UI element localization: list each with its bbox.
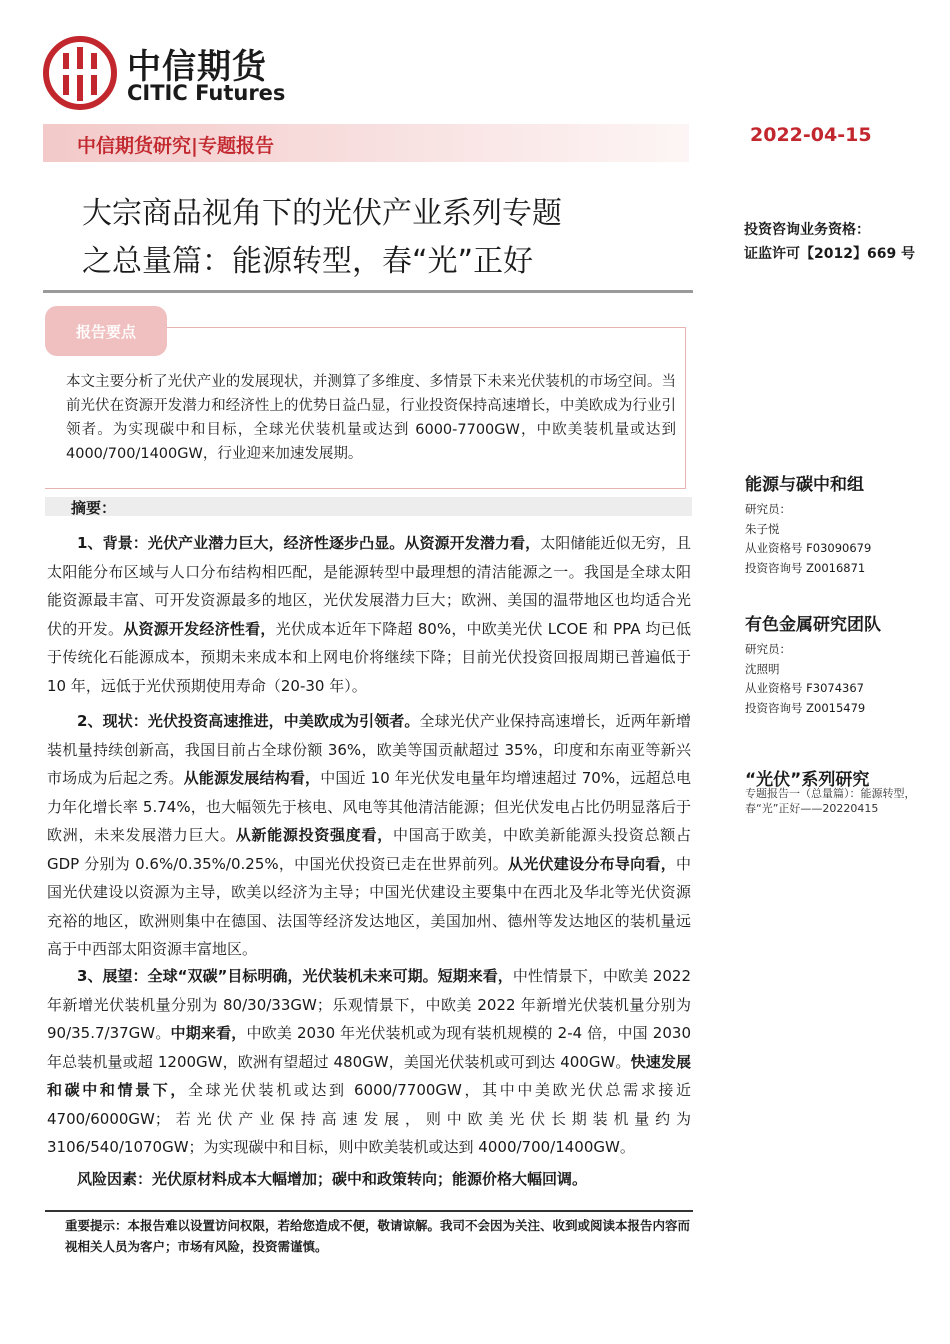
team-energy-role: 研究员： bbox=[745, 502, 791, 516]
report-type-label: 中信期货研究|专题报告 bbox=[77, 135, 274, 157]
team-metals-name: 有色金属研究团队 bbox=[745, 615, 881, 635]
p3-text-3: 全球光伏装机或达到 6000/7700GW，其中中美欧光伏总需求接近 4700/6000GW；若光伏产业保持高速发展，则中欧美光伏长期装机量约为 3106/540/1070GW；为实现碳中和目标，则中欧美装机或达到 4000/700/1400GW。 bbox=[47, 1081, 691, 1156]
p3-bold-3: 快速发展和碳中和情景下， bbox=[47, 1052, 691, 1099]
title-line-2: 之总量篇：能源转型，春“光”正好 bbox=[82, 244, 534, 279]
p2-bold-4: 从光伏建设分布导向看， bbox=[507, 854, 676, 873]
team-metals-person: 沈照明 bbox=[745, 661, 780, 676]
p2-bold-3: 从新能源投资强度看， bbox=[235, 826, 393, 844]
p3-text-1: 中性情景下，中欧美 2022 年新增光伏装机量分别为 80/30/33GW；乐观情景下，中欧美 2022 年新增光伏装机量分别为 90/35.7/37GW。 bbox=[47, 967, 691, 1042]
p2-bold-2: 从能源发展结构看， bbox=[183, 769, 321, 787]
logo-name-cn: 中信期货 bbox=[127, 47, 267, 87]
p1-text-1: 太阳储能近似无穷，且太阳能分布区域与人口分布结构相匹配，是能源转型中最理想的清洁能源之一。我国是全球太阳能资源最丰富、可开发资源最多的地区，光伏发展潜力巨大；欧洲、美国的温带地区也均适合光伏的开发。 bbox=[47, 534, 691, 638]
important-notice: 重要提示：本报告难以设置访问权限，若给您造成不便，敬请谅解。我司不会因为关注、收到或阅读本报告内容而视相关人员为客户；市场有风险，投资需谨慎。 bbox=[65, 1218, 691, 1254]
team-metals bbox=[745, 610, 881, 718]
p1-bold-2: 从资源开发经济性看， bbox=[123, 619, 276, 638]
key-points-tab bbox=[45, 306, 167, 356]
p2-text-3: 中国高于欧美，中欧美新能源头投资总额占 GDP 分别为 0.6%/0.35%/0.25%，中国光伏投资已走在世界前列。 bbox=[47, 826, 691, 873]
team-energy-cert-2: 投资咨询号 Z0016871 bbox=[745, 560, 866, 575]
company-logo bbox=[43, 35, 303, 115]
team-metals-cert-1: 从业资格号 F3074367 bbox=[745, 681, 864, 695]
series-item-link[interactable]: 专题报告一（总量篇）：能源转型，春“光”正好——20220415 bbox=[745, 787, 916, 815]
summary-header bbox=[45, 497, 692, 516]
team-energy bbox=[745, 470, 871, 578]
risk-factors bbox=[47, 1165, 691, 1194]
series-title: “光伏”系列研究 bbox=[745, 770, 870, 790]
p3-text-2: 中欧美 2030 年光伏装机或为现有装机规模的 2-4 倍，中国 2030 年总装机量或超 1200GW，欧洲有望超过 480GW，美国光伏装机或可到达 400GW。 bbox=[47, 1024, 691, 1071]
footer-divider bbox=[45, 1210, 693, 1212]
team-energy-person: 朱子悦 bbox=[745, 521, 780, 536]
team-energy-cert-1: 从业资格号 F03090679 bbox=[745, 541, 872, 555]
title-divider bbox=[43, 290, 693, 293]
report-title bbox=[82, 190, 692, 286]
risk-text: 风险因素：光伏原材料成本大幅增加；碳中和政策转向；能源价格大幅回调。 bbox=[77, 1170, 588, 1188]
p2-text-1: 全球光伏产业保持高速增长，近两年新增装机量持续创新高，我国目前占全球份额 36%，欧美等国贡献超过 35%，印度和东南亚等新兴市场成为后起之秀。 bbox=[47, 712, 691, 787]
summary-paragraph-1 bbox=[47, 529, 691, 700]
p1-text-2: 光伏成本近年下降超 80%，中欧美光伏 LCOE 和 PPA 均已低于传统化石能源成本，预期未来成本和上网电价将继续下降；目前光伏投资回报周期已普遍低于 10 年，远低于光伏预期使用寿命（20-30 年）。 bbox=[47, 619, 691, 695]
license-info bbox=[744, 218, 915, 266]
license-line-1: 投资咨询业务资格： bbox=[744, 222, 870, 238]
team-metals-cert-2: 投资咨询号 Z0015479 bbox=[745, 700, 866, 715]
p2-bold-1: 2、现状：光伏投资高速推进，中美欧成为引领者。 bbox=[77, 712, 420, 730]
title-line-1: 大宗商品视角下的光伏产业系列专题 bbox=[82, 196, 562, 231]
key-points-label: 报告要点 bbox=[75, 323, 136, 341]
summary-paragraph-3 bbox=[47, 962, 691, 1162]
team-metals-role: 研究员： bbox=[745, 642, 791, 656]
p3-bold-1: 3、展望：全球“双碳”目标明确，光伏装机未来可期。短期来看， bbox=[77, 967, 513, 985]
p1-bold-1: 1、背景：光伏产业潜力巨大，经济性逐步凸显。从资源开发潜力看， bbox=[77, 534, 541, 552]
report-type-banner bbox=[43, 124, 689, 162]
summary-label: 摘要： bbox=[71, 499, 117, 517]
license-line-2: 证监许可【2012】669 号 bbox=[744, 246, 916, 262]
p2-text-4: 中国光伏建设以资源为主导，欧美以经济为主导；中国光伏建设主要集中在西北及华北等光伏资源充裕的地区，欧洲则集中在德国、法国等经济发达地区，美国加州、德州等发达地区的装机量远高于中西部太阳资源丰富地区。 bbox=[47, 854, 691, 958]
team-energy-name: 能源与碳中和组 bbox=[745, 475, 864, 495]
p2-text-2: 中国近 10 年光伏发电量年均增速超过 70%，远超总电力年化增长率 5.74%，也大幅领先于核电、风电等其他清洁能源；但光伏发电占比仍明显落后于欧洲，未来发展潜力巨大。 bbox=[47, 769, 691, 844]
report-date: 2022-04-15 bbox=[750, 124, 872, 146]
p3-bold-2: 中期来看， bbox=[170, 1024, 247, 1042]
logo-name-en: CITIC Futures bbox=[127, 81, 286, 105]
summary-paragraph-2 bbox=[47, 707, 691, 964]
citic-emblem-icon bbox=[43, 35, 117, 111]
key-points-text: 本文主要分析了光伏产业的发展现状，并测算了多维度、多情景下未来光伏装机的市场空间。当前光伏在资源开发潜力和经济性上的优势日益凸显，行业投资保持高速增长，中美欧成为行业引领者。为实现碳中和目标，全球光伏装机量或达到 6000-7700GW，中欧美装机量或达到 4000/700/1400GW，行业迎来加速发展期。 bbox=[66, 374, 676, 462]
